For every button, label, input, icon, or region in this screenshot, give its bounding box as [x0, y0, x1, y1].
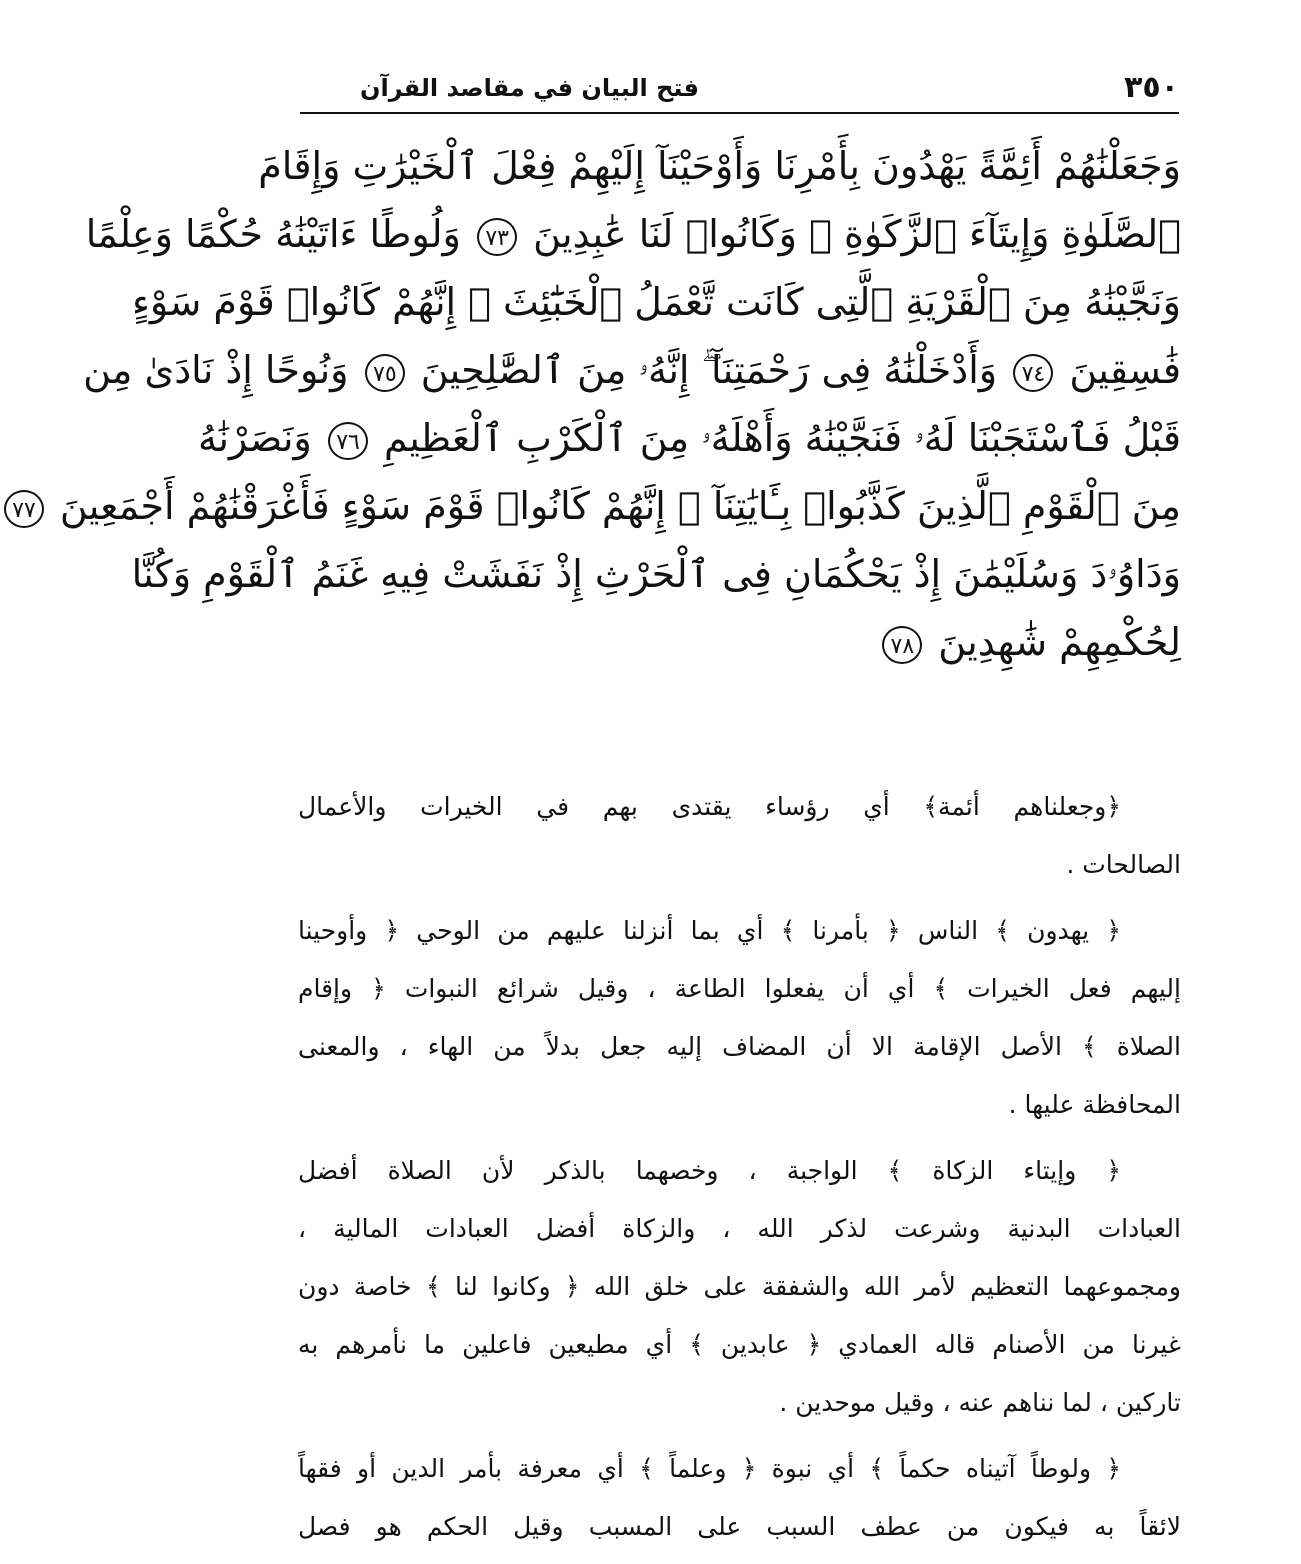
- commentary-line: ﴿ ولوطاً آتيناه حكماً ﴾ أي نبوة ﴿ وعلماً ﴾ أي معرفة بأمر الدين أو فقهاً: [298, 1454, 1121, 1483]
- commentary-line: لائقاً به فيكون من عطف السبب على المسبب وقيل الحكم هو فصل: [298, 1512, 1181, 1541]
- tafsir-commentary: [298, 778, 1181, 1564]
- ayah-number-marker: ٧٧: [4, 490, 44, 528]
- quran-text-block: [12, 132, 1181, 676]
- book-page: [12, 0, 1301, 1560]
- quran-line: [197, 404, 1181, 472]
- quran-line: [83, 336, 1181, 404]
- quran-line: [132, 268, 1181, 336]
- commentary-line: غيرنا من الأصنام قاله العمادي ﴿ عابدين ﴾ أي مطيعين فاعلين ما نأمرهم به: [298, 1330, 1181, 1359]
- commentary-line: ﴿ وإيتاء الزكاة ﴾ الواجبة ، وخصهما بالذكر لأن الصلاة أفضل: [298, 1156, 1121, 1185]
- commentary-line: ﴿وجعلناهم أئمة﴾ أي رؤساء يقتدى بهم في الخيرات والأعمال: [298, 792, 1121, 821]
- commentary-paragraph: [298, 778, 1181, 894]
- quran-verse-text: ٱلصَّلَوٰةِ وَإِيتَآءَ ٱلزَّكَوٰةِ ۖ وَكَانُوا۟ لَنَا عَٰبِدِينَ: [533, 212, 1181, 256]
- quran-line: [131, 540, 1181, 608]
- commentary-line: تاركين ، لما نناهم عنه ، وقيل موحدين .: [779, 1388, 1181, 1417]
- header-rule: [300, 112, 1179, 114]
- ayah-number-marker: ٧٣: [477, 218, 517, 256]
- quran-line: [85, 200, 1181, 268]
- commentary-line: الصالحات .: [1066, 850, 1181, 879]
- quran-verse-text: وَنُوحًا إِذْ نَادَىٰ مِن: [83, 348, 349, 392]
- commentary-paragraph: [298, 1440, 1181, 1556]
- commentary-line: ومجموعهما التعظيم لأمر الله والشفقة على خلق الله ﴿ وكانوا لنا ﴾ خاصة دون: [298, 1272, 1181, 1301]
- quran-verse-text: وَأَدْخَلْنَٰهُ فِى رَحْمَتِنَآ ۖ إِنَّهُۥ مِنَ ٱلصَّٰلِحِينَ: [420, 348, 998, 392]
- quran-verse-text: وَلُوطًا ءَاتَيْنَٰهُ حُكْمًا وَعِلْمًا: [85, 212, 461, 256]
- quran-verse-text: وَجَعَلْنَٰهُمْ أَئِمَّةً يَهْدُونَ بِأَمْرِنَا وَأَوْحَيْنَآ إِلَيْهِمْ فِعْلَ ٱلْخَيْرَٰتِ وَإِقَامَ: [258, 144, 1181, 188]
- quran-verse-text: وَنَجَّيْنَٰهُ مِنَ ٱلْقَرْيَةِ ٱلَّتِى كَانَت تَّعْمَلُ ٱلْخَبَٰٓئِثَ ۗ إِنَّهُمْ كَانُوا۟ قَوْمَ سَوْءٍ: [132, 280, 1181, 324]
- commentary-line: العبادات البدنية وشرعت لذكر الله ، والزكاة أفضل العبادات المالية ،: [298, 1214, 1181, 1243]
- ayah-number-marker: ٧٥: [365, 354, 405, 392]
- quran-verse-text: قَبْلُ فَٱسْتَجَبْنَا لَهُۥ فَنَجَّيْنَٰهُ وَأَهْلَهُۥ مِنَ ٱلْكَرْبِ ٱلْعَظِيمِ: [383, 416, 1181, 460]
- commentary-line: المحافظة عليها .: [1008, 1090, 1181, 1119]
- running-header: [300, 62, 1179, 108]
- commentary-line: الصلاة ﴾ الأصل الإقامة الا أن المضاف إليه جعل بدلاً من الهاء ، والمعنى: [298, 1032, 1181, 1061]
- ayah-number-marker: ٧٦: [328, 422, 368, 460]
- commentary-paragraph: [298, 1142, 1181, 1432]
- page-number: ٣٥٠: [1124, 70, 1179, 105]
- quran-verse-text: مِنَ ٱلْقَوْمِ ٱلَّذِينَ كَذَّبُوا۟ بِـَٔايَٰتِنَآ ۚ إِنَّهُمْ كَانُوا۟ قَوْمَ سَوْءٍ فَأَغْرَقْنَٰهُمْ أَجْمَعِينَ: [59, 484, 1181, 528]
- commentary-paragraph: [298, 902, 1181, 1134]
- quran-verse-text: فَٰسِقِينَ: [1069, 348, 1181, 392]
- quran-verse-text: وَنَصَرْنَٰهُ: [197, 416, 312, 460]
- quran-line: [298, 608, 1181, 676]
- quran-verse-text: وَدَاوُۥدَ وَسُلَيْمَٰنَ إِذْ يَحْكُمَانِ فِى ٱلْحَرْثِ إِذْ نَفَشَتْ فِيهِ غَنَمُ ٱلْقَوْمِ وَكُنَّا: [131, 552, 1181, 596]
- ayah-number-marker: ٧٨: [882, 626, 922, 664]
- quran-line: [258, 132, 1181, 200]
- quran-line: [12, 472, 1181, 540]
- ayah-number-marker: ٧٤: [1013, 354, 1053, 392]
- commentary-line: إليهم فعل الخيرات ﴾ أي أن يفعلوا الطاعة ، وقيل شرائع النبوات ﴿ وإقام: [298, 974, 1181, 1003]
- running-title: فتح البيان في مقاصد القرآن: [360, 74, 699, 102]
- quran-verse-text: لِحُكْمِهِمْ شَٰهِدِينَ: [938, 620, 1181, 664]
- commentary-line: ﴿ يهدون ﴾ الناس ﴿ بأمرنا ﴾ أي بما أنزلنا عليهم من الوحي ﴿ وأوحينا: [298, 916, 1121, 945]
